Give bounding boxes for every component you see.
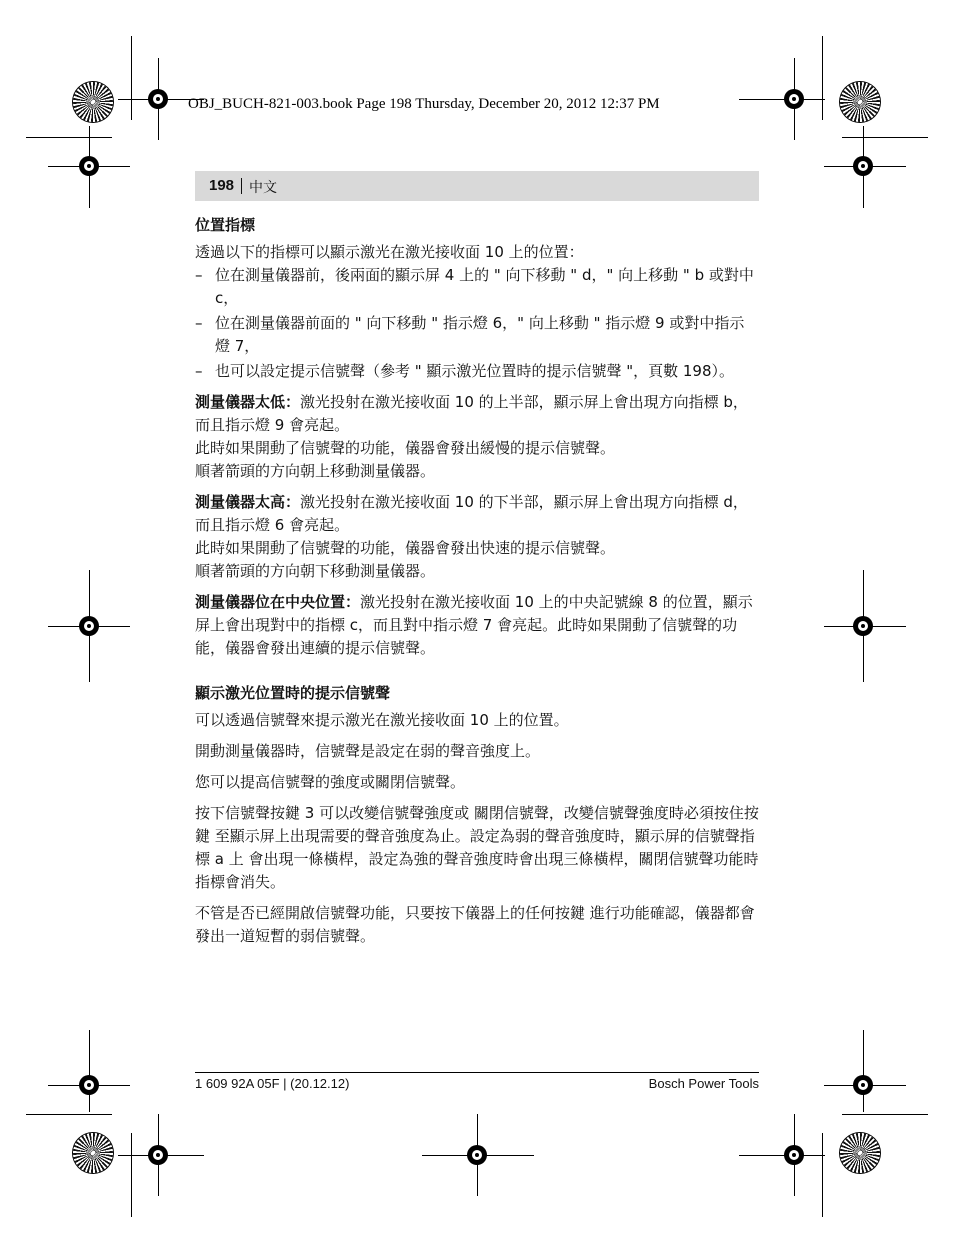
crop-mark <box>842 137 928 138</box>
paragraph-centered <box>195 591 759 660</box>
paragraph: 按下信號聲按鍵 3 可以改變信號聲強度或 關閉信號聲，改變信號聲強度時必須按住按鍵 至顯示屏上出現需要的聲音強度為止。設定為弱的聲音強度時，顯示屏的信號聲指標 a 上 會出現一條橫桿，設定為強的聲音強度時會出現三條橫桿，關閉信號聲功能時指標會消失。 <box>195 804 759 891</box>
crop-mark <box>822 1133 823 1217</box>
section-intro: 透過以下的指標可以顯示激光在激光接收面 10 上的位置： <box>195 243 584 261</box>
dash-marker: – <box>195 362 203 380</box>
paragraph: 此時如果開動了信號聲的功能，儀器會發出緩慢的提示信號聲。 <box>195 439 616 457</box>
list-item <box>195 312 759 358</box>
color-target-mark <box>840 82 880 122</box>
crop-mark <box>26 1114 112 1115</box>
print-slug: OBJ_BUCH-821-003.book Page 198 Thursday, December 20, 2012 12:37 PM <box>188 96 660 112</box>
registration-line <box>739 1155 825 1156</box>
list-item-text: 也可以設定提示信號聲（參考 " 顯示激光位置時的提示信號聲 "，頁數 198）。 <box>215 362 735 380</box>
registration-mark <box>79 156 99 176</box>
paragraph-too-high <box>195 491 759 537</box>
footer-brand: Bosch Power Tools <box>648 1076 759 1091</box>
paragraph: 順著箭頭的方向朝上移動測量儀器。 <box>195 462 436 480</box>
paragraph: 不管是否已經開啟信號聲功能，只要按下儀器上的任何按鍵 進行功能確認，儀器都會發出一道短暫的弱信號聲。 <box>195 904 755 945</box>
paragraph: 可以透過信號聲來提示激光在激光接收面 10 上的位置。 <box>195 711 569 729</box>
paragraph: 您可以提高信號聲的強度或關閉信號聲。 <box>195 773 466 791</box>
list-item <box>195 264 759 310</box>
registration-mark <box>784 1145 804 1165</box>
list-item-text: 位在測量儀器前面的 " 向下移動 " 指示燈 6，" 向上移動 " 指示燈 9 或對中指示燈 7， <box>215 314 745 355</box>
footer-doc-number: 1 609 92A 05F | (20.12.12) <box>195 1076 350 1091</box>
registration-mark <box>853 616 873 636</box>
language-label: 中文 <box>249 180 277 196</box>
crop-mark <box>26 137 112 138</box>
crop-mark <box>131 36 132 120</box>
dash-marker: – <box>195 266 203 284</box>
text-too-low: 激光投射在激光接收面 10 的上半部，顯示屏上會出現方向指標 b，而且指示燈 9 會亮起。 <box>195 393 748 434</box>
section-title: 位置指標 <box>195 216 256 234</box>
color-target-mark <box>73 1133 113 1173</box>
list-item-text: 位在測量儀器前，後兩面的顯示屏 4 上的 " 向下移動 " d，" 向上移動 " b 或對中 c， <box>215 266 754 307</box>
registration-mark <box>467 1145 487 1165</box>
bullet-list <box>195 264 759 383</box>
page-body <box>195 214 759 948</box>
paragraph: 順著箭頭的方向朝下移動測量儀器。 <box>195 562 436 580</box>
crop-mark <box>131 1133 132 1217</box>
registration-line <box>89 1030 90 1112</box>
text-centered: 激光投射在激光接收面 10 上的中央記號線 8 的位置，顯示屏上會出現對中的指標 c，而且對中指示燈 7 會亮起。此時如果開動了信號聲的功能，儀器會發出連續的提示信號聲。 <box>195 593 753 657</box>
paragraph-too-low <box>195 391 759 437</box>
label-centered: 測量儀器位在中央位置： <box>195 593 361 611</box>
registration-mark <box>79 1075 99 1095</box>
text-too-high: 激光投射在激光接收面 10 的下半部，顯示屏上會出現方向指標 d，而且指示燈 6 會亮起。 <box>195 493 748 534</box>
registration-mark <box>784 89 804 109</box>
dash-marker: – <box>195 314 203 332</box>
color-target-mark <box>73 82 113 122</box>
paragraph: 開動測量儀器時，信號聲是設定在弱的聲音強度上。 <box>195 742 541 760</box>
page-number: 198 <box>209 177 235 194</box>
registration-line <box>739 99 825 100</box>
list-item <box>195 360 759 383</box>
label-too-high: 測量儀器太高： <box>195 493 301 511</box>
registration-mark <box>79 616 99 636</box>
paragraph: 此時如果開動了信號聲的功能，儀器會發出快速的提示信號聲。 <box>195 539 616 557</box>
color-target-mark <box>840 1133 880 1173</box>
registration-mark <box>148 1145 168 1165</box>
registration-mark <box>853 156 873 176</box>
label-too-low: 測量儀器太低： <box>195 393 301 411</box>
registration-mark <box>148 89 168 109</box>
section-title: 顯示激光位置時的提示信號聲 <box>195 684 391 702</box>
page-header <box>195 171 759 201</box>
crop-mark <box>822 36 823 120</box>
crop-mark <box>842 1114 928 1115</box>
header-separator <box>241 178 242 194</box>
registration-mark <box>853 1075 873 1095</box>
footer-rule <box>195 1072 759 1073</box>
registration-line <box>863 1030 864 1112</box>
